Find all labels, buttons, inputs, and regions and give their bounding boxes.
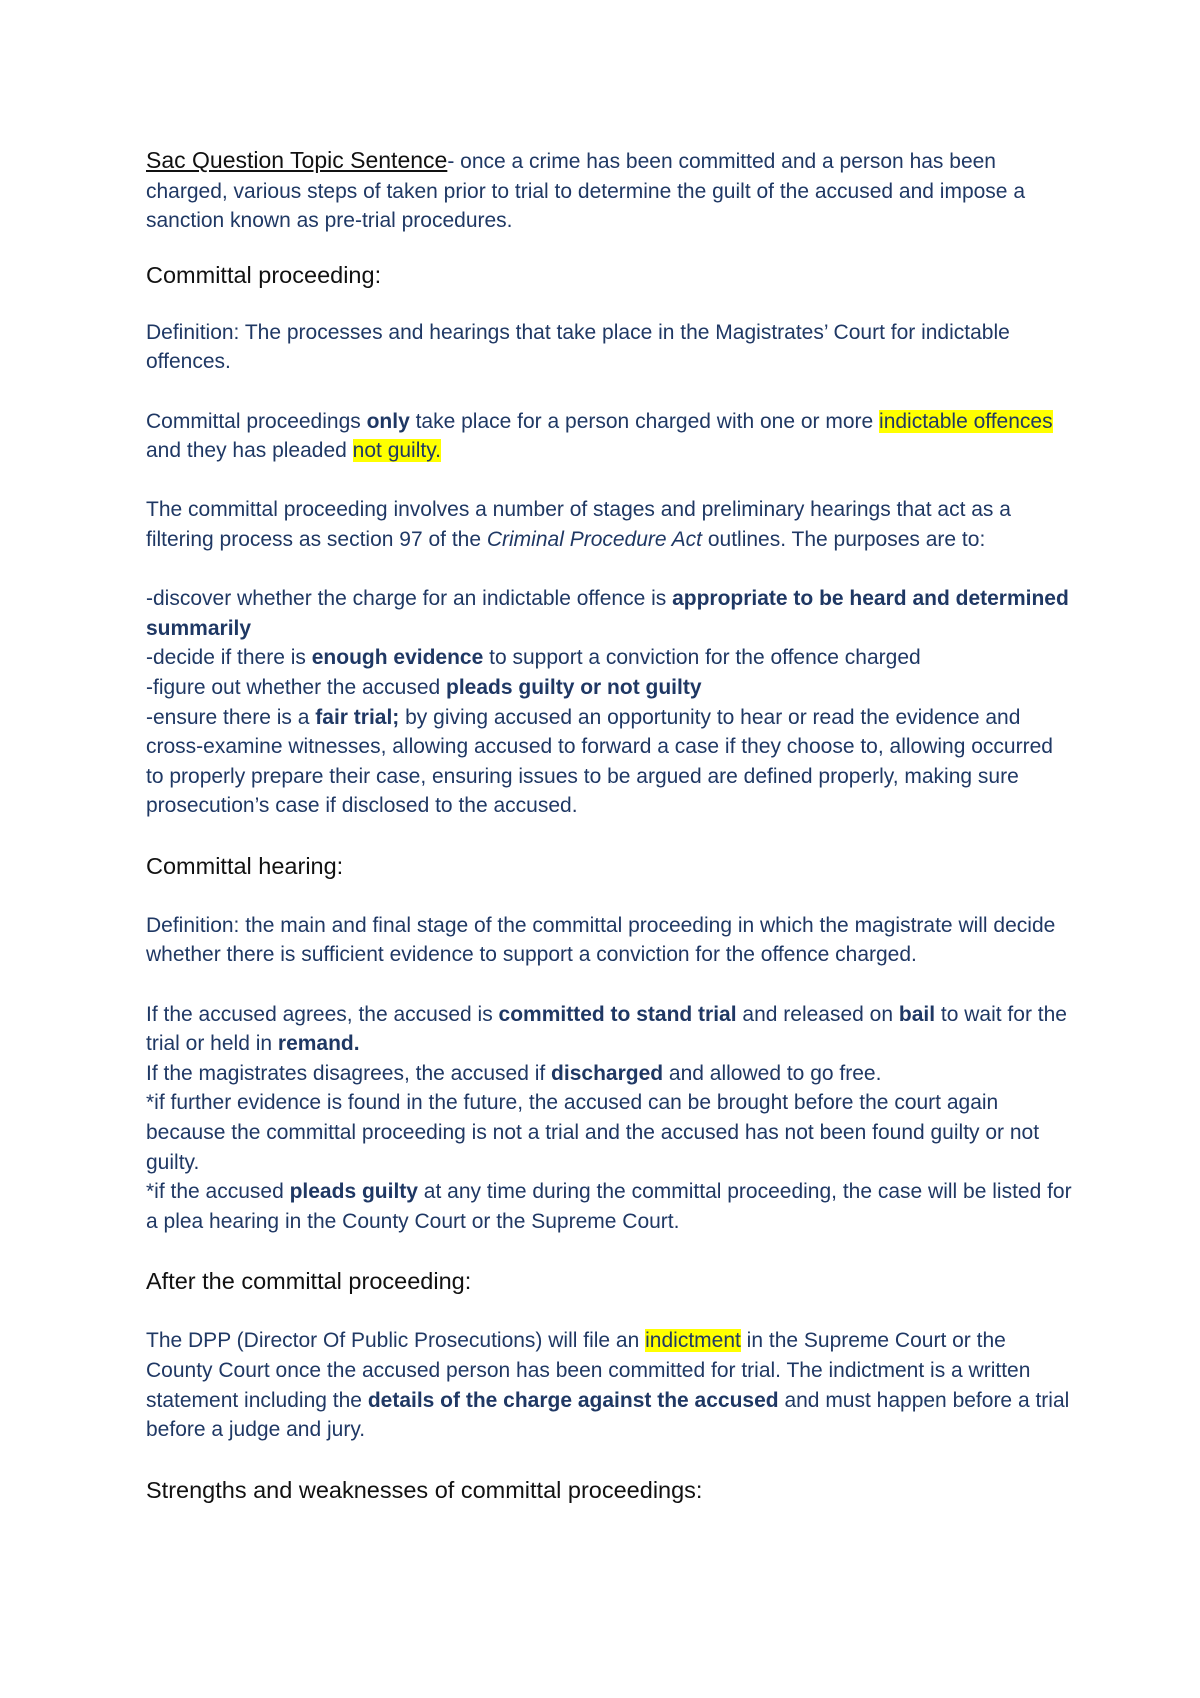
committal-proceeding-definition: Definition: The processes and hearings that take place in the Magistrates’ Court for indictable offences. [146, 320, 1010, 374]
heading-after-committal: After the committal proceeding: [146, 1268, 472, 1295]
highlight-not-guilty: not guilty. [352, 439, 441, 463]
committal-hearing-disagrees: If the magistrates disagrees, the accused if discharged and allowed to go free. [146, 1061, 882, 1085]
spacer [146, 881, 1076, 911]
topic-sentence-title: Sac Question Topic Sentence [146, 147, 448, 173]
committal-hearing-definition: Definition: the main and final stage of the committal proceeding in which the magistrate will decide whether there is sufficient evidence to support a conviction for the offence charged. [146, 913, 1056, 967]
spacer [146, 290, 1076, 318]
bold-only: only [366, 409, 410, 433]
spacer [146, 821, 1076, 851]
committal-proceeding-purpose-intro: The committal proceeding involves a number of stages and preliminary hearings that act as a filtering process as section 97 of the Criminal Procedure Act outlines. The purposes are to: [146, 498, 1011, 551]
spacer [146, 466, 1076, 496]
spacer [146, 1445, 1076, 1475]
committal-hearing-agrees: If the accused agrees, the accused is committed to stand trial and released on bail to wait for the trial or held in remand. [146, 1002, 1067, 1056]
spacer [146, 1236, 1076, 1266]
intro-paragraph [146, 146, 1076, 236]
document-body [146, 146, 1076, 1505]
heading-committal-proceeding: Committal proceeding: [146, 261, 382, 288]
purpose-item-3: -figure out whether the accused pleads guilty or not guilty [146, 675, 702, 699]
purpose-item-1: -discover whether the charge for an indictable offence is appropriate to be heard and determined summarily [146, 587, 1069, 640]
spacer [146, 555, 1076, 585]
highlight-indictment: indictment [645, 1329, 741, 1353]
heading-strengths-weaknesses: Strengths and weaknesses of committal proceedings: [146, 1476, 703, 1503]
after-committal-paragraph: The DPP (Director Of Public Prosecutions) will file an indictment in the Supreme Court or the County Court once the accused person has been committed for trial. The indictment is a written statement including the details of the charge against the accused and must happen before a trial before a judge and jury. [146, 1329, 1070, 1442]
spacer [146, 377, 1076, 407]
spacer [146, 970, 1076, 1000]
act-name: Criminal Procedure Act [486, 527, 702, 551]
intro-text: - once a crime has been committed and a person has been charged, various steps of taken prior to trial to determine the guilt of the accused and impose a sanction known as pre-trial procedures. [146, 150, 1025, 233]
purpose-item-2: -decide if there is enough evidence to support a conviction for the offence charged [146, 646, 921, 670]
highlight-indictable-offences: indictable offences [879, 409, 1053, 433]
purpose-item-4: -ensure there is a fair trial; by giving accused an opportunity to hear or read the evidence and cross-examine witnesses, allowing accused to forward a case if they choose to, allowing occurred to properly prepare their case, ensuring issues to be argued are defined properly, making sure prosecution’s case if disclosed to the accused. [146, 705, 1053, 818]
committal-hearing-further-evidence: *if further evidence is found in the future, the accused can be brought before the court again because the committal proceeding is not a trial and the accused has not been found guilty or not guilty. [146, 1091, 1040, 1174]
spacer [146, 1296, 1076, 1326]
spacer [146, 236, 1076, 260]
committal-hearing-pleads-guilty: *if the accused pleads guilty at any time during the committal proceeding, the case will be listed for a plea hearing in the County Court or the Supreme Court. [146, 1180, 1072, 1233]
heading-committal-hearing: Committal hearing: [146, 852, 344, 879]
committal-proceeding-eligibility: Committal proceedings only take place for a person charged with one or more indictable offences and they has pleaded not guilty. [146, 409, 1053, 463]
